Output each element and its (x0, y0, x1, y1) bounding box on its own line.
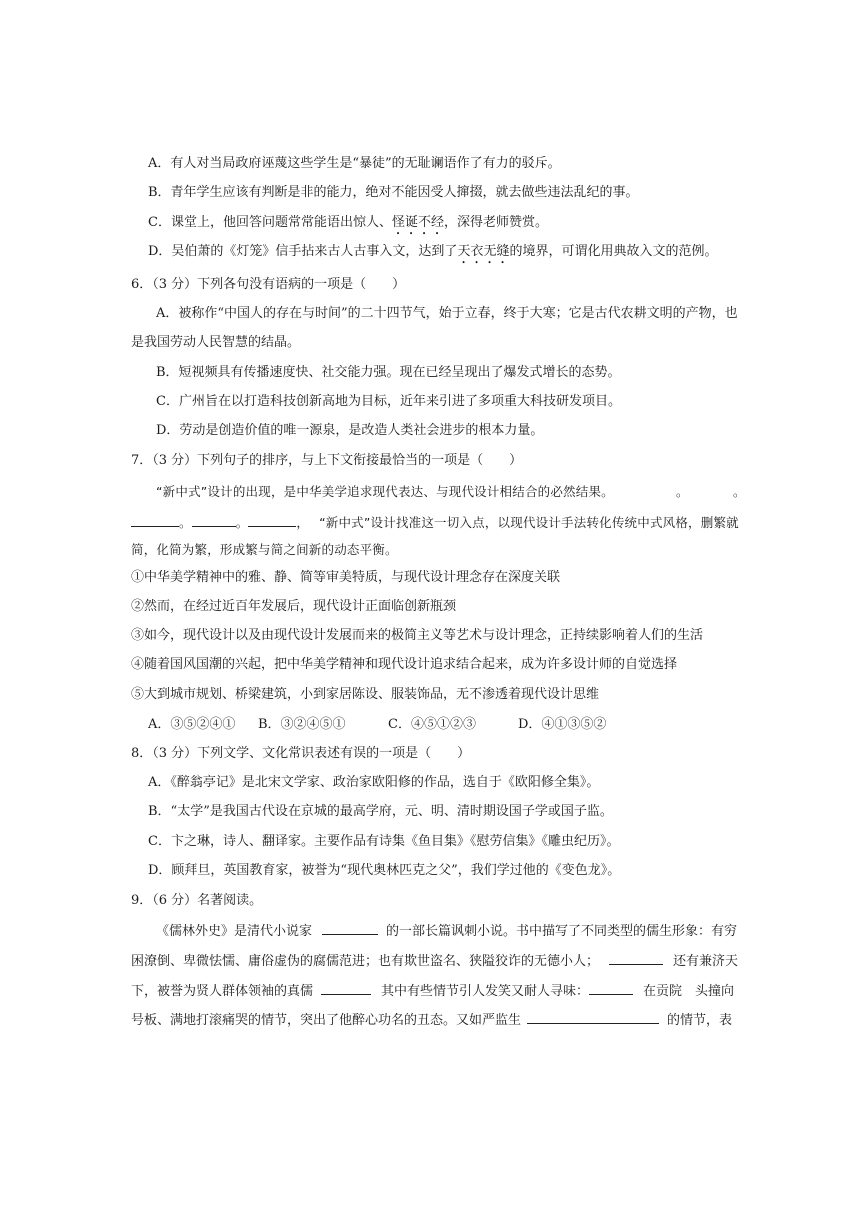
q7-sentence-2: ②然而，在经过近百年发展后，现代设计正面临创新瓶颈 (131, 599, 457, 614)
q8-option-b: B．“太学”是我国古代设在京城的最高学府，元、明、清时期设国子学或国子监。 (148, 804, 613, 819)
q7-blank-1[interactable] (131, 513, 179, 527)
q7-sentence-5: ⑤大到城市规划、桥梁建筑，小到家居陈设、服装饰品，无不渗透着现代设计思维 (131, 687, 600, 702)
q7-para1-tail2: 。 (733, 484, 746, 499)
q7-sentence-4: ④随着国风国潮的兴起，把中华美学精神和现代设计追求结合起来，成为许多设计师的自觉选择 (131, 657, 678, 672)
q7-sep-3: ， (296, 515, 310, 530)
q6-option-d: D．劳动是创造价值的唯一源泉，是改造人类社会进步的根本力量。 (156, 423, 544, 438)
q9-line2-a: 困潦倒、卑微怯懦、庸俗虚伪的腐儒范进；也有欺世盗名、狭隘狡诈的无德小人； (131, 954, 600, 969)
q9-line3 (131, 981, 734, 1001)
q5-option-c-dotted: 怪诞不经 (391, 215, 444, 230)
q9-stem: 9．（6 分）名著阅读。 (131, 893, 263, 908)
q7-para1: “新中式”设计的出现，是中华美学追求现代表达、与现代设计相结合的必然结果。 (156, 484, 614, 499)
q9-line3-c: 在贡院 (643, 984, 683, 999)
q8-option-c: C．卞之琳，诗人、翻译家。主要作品有诗集《鱼目集》《慰劳信集》《雕虫纪历》。 (148, 834, 620, 849)
q7-option-c: C．④⑤①②③ (388, 717, 476, 732)
q7-stem: 7．（3 分）下列句子的排序，与上下文衔接最恰当的一项是（ ） (131, 453, 523, 468)
q5-option-c-post: ，深得老师赞赏。 (443, 215, 548, 230)
q8-option-d: D．顾拜旦，英国教育家，被誉为“现代奥林匹克之父”，我们学过他的《变色龙》。 (148, 863, 621, 878)
q9-line2-b: 还有兼济天 (673, 954, 739, 969)
q7-para3: 简，化简为繁，形成繁与简之间新的动态平衡。 (131, 542, 398, 557)
q7-blank-2[interactable] (192, 513, 236, 527)
q9-line1-a: 《儒林外史》是清代小说家 (156, 924, 313, 939)
q7-sep-1: 。 (179, 515, 192, 530)
q6-option-c: C．广州旨在以打造科技创新高地为目标，近年来引进了多项重大科技研发项目。 (156, 394, 621, 409)
q5-option-b: B．青年学生应该有判断是非的能力，绝对不能因受人撺掇，就去做些违法乱纪的事。 (148, 185, 639, 200)
q5-option-a: A．有人对当局政府诬蔑这些学生是“暴徒”的无耻谰语作了有力的驳斥。 (148, 156, 561, 171)
q7-sep-2: 。 (235, 515, 249, 530)
q9-blank-character-1[interactable] (609, 951, 663, 965)
q5-option-d-dotted: 天衣无缝 (457, 244, 510, 259)
q9-blank-character-2[interactable] (321, 981, 371, 995)
q6-option-b: B．短视频具有传播速度快、社交能力强。现在已经呈现出了爆发式增长的态势。 (156, 365, 621, 380)
q7-para2-text: “新中式”设计找准这一切入点，以现代设计手法转化传统中式风格，删繁就 (319, 515, 739, 530)
q6-option-a-line1: A．被称作“中国人的存在与时间”的二十四节气，始于立春，终于大寒；它是古代农耕文明的产物，也 (156, 306, 738, 321)
q7-sentence-1: ①中华美学精神中的雅、静、简等审美特质，与现代设计理念存在深度关联 (131, 570, 561, 585)
q9-blank-plot[interactable] (527, 1010, 659, 1024)
q5-option-d-post: 的境界，可谓化用典故入文的范例。 (509, 244, 718, 259)
q9-line1-b: 的一部长篇讽刺小说。书中描写了不同类型的儒生形象：有穷 (386, 924, 738, 939)
q5-option-d-pre: D．吴伯萧的《灯笼》信手拈来古人古事入文，达到了 (148, 244, 458, 259)
q7-option-d: D．④①③⑤② (518, 717, 607, 732)
q7-para1-tail: 。 (676, 484, 689, 499)
q5-option-c (148, 214, 548, 238)
q7-para2 (131, 513, 739, 532)
q9-line3-d: 头撞向 (695, 984, 735, 999)
q8-stem: 8．（3 分）下列文学、文化常识表述有误的一项是（ ） (131, 746, 471, 761)
q7-blank-3[interactable] (248, 513, 296, 527)
q7-option-a: A．③⑤②④① (148, 717, 236, 732)
q6-stem: 6．（3 分）下列各句没有语病的一项是（ ） (131, 277, 406, 292)
q9-line1 (156, 921, 737, 941)
q9-line3-b: 其中有些情节引人发笑又耐人寻味： (381, 984, 590, 999)
q9-blank-character-3[interactable] (589, 981, 633, 995)
q9-line4-a: 号板、满地打滚痛哭的情节，突出了他醉心功名的丑态。又如严监生 (131, 1013, 522, 1028)
q7-option-b: B．③②④⑤① (258, 717, 346, 732)
q7-options (148, 716, 606, 734)
q5-option-d (148, 243, 717, 267)
q7-sentence-3: ③如今，现代设计以及由现代设计发展而来的极简主义等艺术与设计理念，正持续影响着人们的生活 (131, 628, 704, 643)
q9-line3-a: 下，被誉为贤人群体领袖的真儒 (131, 984, 314, 999)
q8-option-a: A．《醉翁亭记》是北宋文学家、政治家欧阳修的作品，选自于《欧阳修全集》。 (148, 775, 600, 790)
q9-line4-b: 的情节，表 (667, 1013, 733, 1028)
q6-option-a-line2: 是我国劳动人民智慧的结晶。 (131, 335, 301, 350)
q9-blank-author[interactable] (322, 921, 378, 935)
q9-line2 (131, 951, 738, 971)
q5-option-c-pre: C．课堂上，他回答问题常常能语出惊人、 (148, 215, 392, 230)
q9-line4 (131, 1010, 732, 1030)
